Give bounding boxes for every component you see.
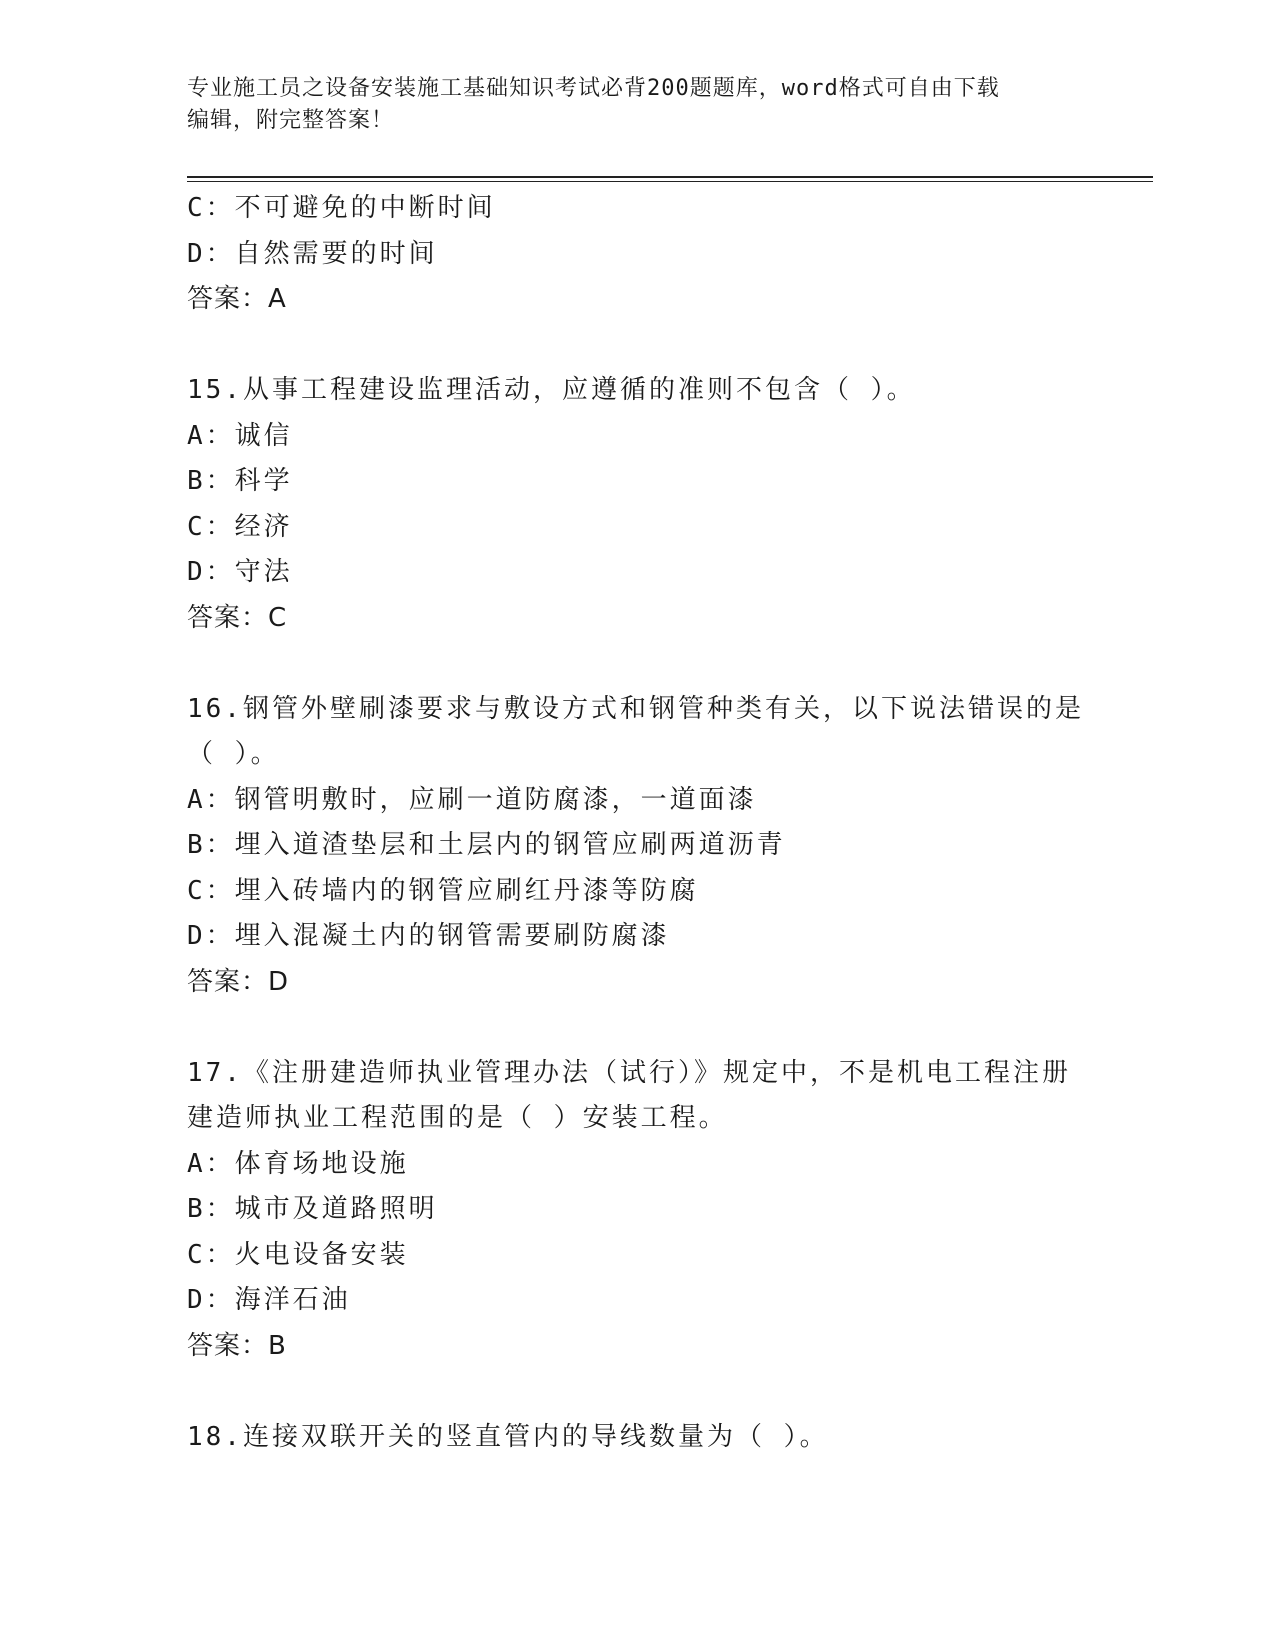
option-b: B：埋入道渣垫层和土层内的钢管应刷两道沥青 bbox=[187, 830, 786, 860]
option-a: A：钢管明敷时，应刷一道防腐漆，一道面漆 bbox=[187, 784, 757, 815]
question-stem: 15.从事工程建设监理活动，应遵循的准则不包含（ ）。 bbox=[187, 375, 916, 405]
question-stem: 16.钢管外壁刷漆要求与敷设方式和钢管种类有关，以下说法错误的是 bbox=[187, 693, 1084, 724]
question-stem: 18.连接双联开关的竖直管内的导线数量为（ ）。 bbox=[187, 1421, 829, 1452]
header-line-1: 专业施工员之设备安装施工基础知识考试必背200题题库，word格式可自由下载 bbox=[187, 76, 1000, 101]
option-a: A：体育场地设施 bbox=[187, 1148, 409, 1179]
answer-line: 答案：D bbox=[187, 966, 290, 997]
option-c: C：火电设备安装 bbox=[187, 1239, 409, 1270]
spacer bbox=[187, 323, 1087, 369]
header-line-2: 编辑，附完整答案！ bbox=[187, 108, 395, 133]
question-stem-continued: （ ）。 bbox=[187, 739, 280, 769]
option-b: B：城市及道路照明 bbox=[187, 1194, 438, 1224]
document-header bbox=[187, 73, 1087, 137]
option-c: C：埋入砖墙内的钢管应刷红丹漆等防腐 bbox=[187, 875, 699, 906]
question-stem: 17.《注册建造师执业管理办法（试行）》规定中，不是机电工程注册 bbox=[187, 1057, 1071, 1088]
answer-line: 答案：B bbox=[187, 1330, 287, 1361]
option-d: D：埋入混凝土内的钢管需要刷防腐漆 bbox=[187, 921, 670, 951]
option-d: D：自然需要的时间 bbox=[187, 238, 438, 269]
question-stem-continued: 建造师执业工程范围的是（ ）安装工程。 bbox=[187, 1103, 728, 1133]
option-d: D：海洋石油 bbox=[187, 1285, 351, 1315]
spacer bbox=[187, 1369, 1087, 1415]
option-c: C：不可避免的中断时间 bbox=[187, 193, 496, 223]
spacer bbox=[187, 641, 1087, 687]
question-content bbox=[187, 186, 1087, 1460]
answer-line: 答案：C bbox=[187, 602, 288, 633]
header-divider-thin bbox=[187, 181, 1153, 182]
spacer bbox=[187, 1005, 1087, 1051]
option-a: A：诚信 bbox=[187, 420, 293, 451]
option-b: B：科学 bbox=[187, 466, 293, 496]
option-c: C：经济 bbox=[187, 511, 293, 542]
header-divider-thick bbox=[187, 176, 1153, 178]
answer-line: 答案：A bbox=[187, 284, 287, 314]
option-d: D：守法 bbox=[187, 557, 293, 587]
